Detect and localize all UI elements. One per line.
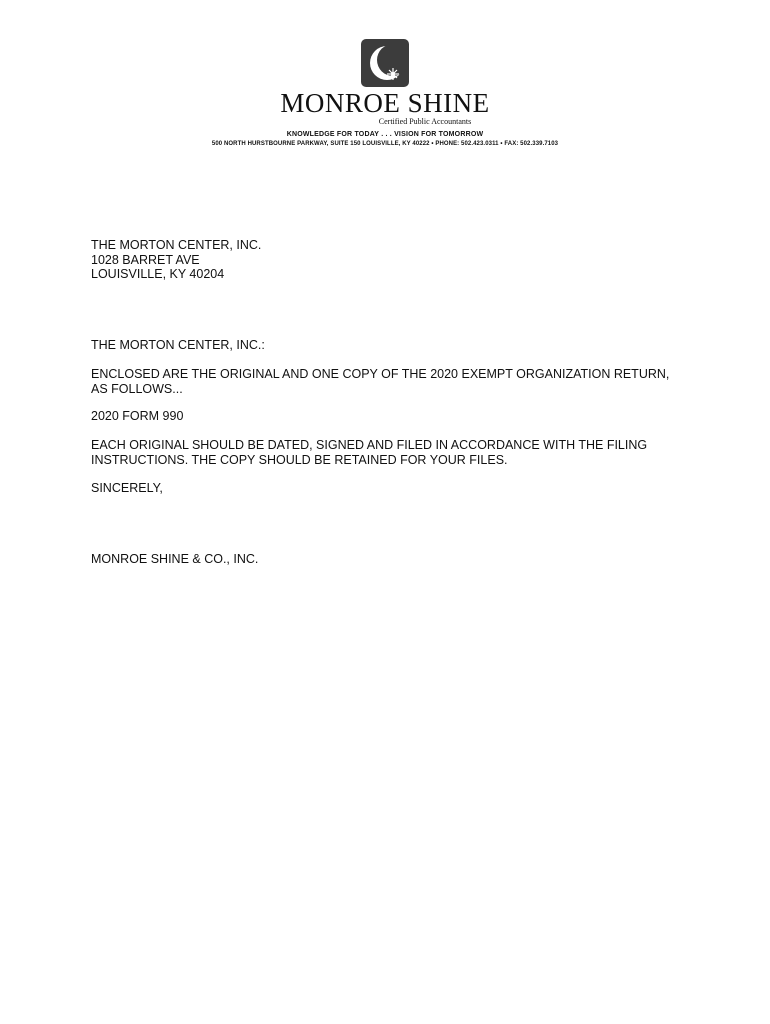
firm-tagline: KNOWLEDGE FOR TODAY . . . VISION FOR TOMORROW bbox=[286, 131, 484, 138]
enclosed-line-2: AS FOLLOWS... bbox=[91, 381, 183, 396]
form-reference: 2020 FORM 990 bbox=[91, 409, 184, 423]
firm-name-second: SHINE bbox=[407, 88, 490, 118]
instructions-line-2: INSTRUCTIONS. THE COPY SHOULD BE RETAINED FOR YOUR FILES. bbox=[91, 452, 508, 467]
recipient-street: 1028 BARRET AVE bbox=[91, 252, 200, 267]
signature-block: MONROE SHINE & CO., INC. bbox=[91, 552, 259, 566]
instructions-paragraph bbox=[91, 438, 711, 467]
recipient-address bbox=[91, 238, 261, 282]
enclosed-paragraph bbox=[91, 367, 711, 396]
recipient-city-state-zip: LOUISVILLE, KY 40204 bbox=[91, 267, 225, 281]
salutation: THE MORTON CENTER, INC.: bbox=[91, 338, 265, 352]
monroe-shine-logo-icon bbox=[360, 38, 410, 88]
firm-name bbox=[0, 89, 770, 117]
enclosed-line-1: ENCLOSED ARE THE ORIGINAL AND ONE COPY OF THE 2020 EXEMPT ORGANIZATION RETURN, bbox=[91, 367, 670, 381]
letterhead bbox=[0, 38, 770, 148]
firm-subtitle: Certified Public Accountants bbox=[378, 117, 472, 126]
closing: SINCERELY, bbox=[91, 481, 163, 495]
recipient-name: THE MORTON CENTER, INC. bbox=[91, 238, 262, 252]
instructions-line-1: EACH ORIGINAL SHOULD BE DATED, SIGNED AND FILED IN ACCORDANCE WITH THE FILING bbox=[91, 438, 648, 452]
firm-address: 500 NORTH HURSTBOURNE PARKWAY, SUITE 150 LOUISVILLE, KY 40222 • PHONE: 502.423.0311 • FAX: 502.339.7103 bbox=[211, 141, 559, 147]
firm-name-first: MONROE bbox=[280, 88, 401, 118]
